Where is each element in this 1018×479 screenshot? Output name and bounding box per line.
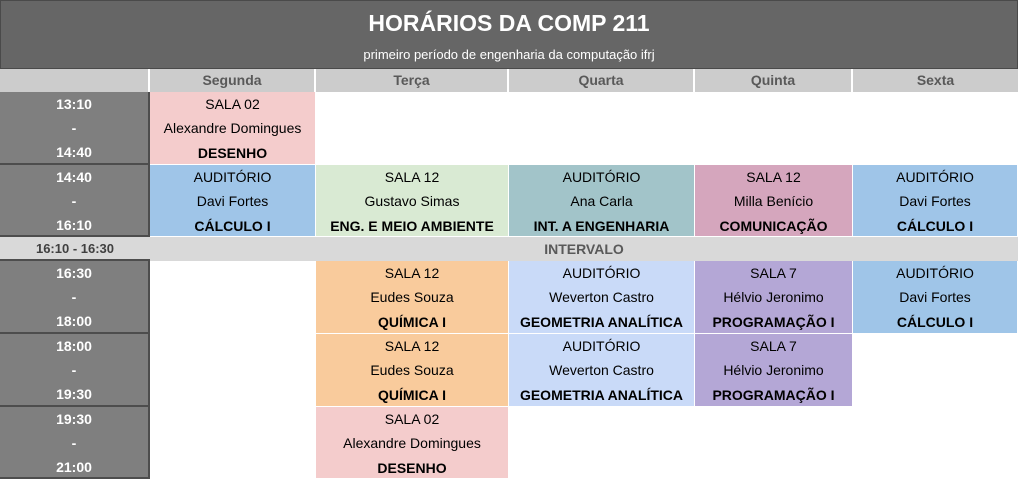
time-slot-1 xyxy=(0,92,150,165)
class-professor: Eudes Souza xyxy=(370,289,454,305)
class-professor: Hélvio Jeronimo xyxy=(723,289,824,305)
time-separator: - xyxy=(71,193,77,209)
class-room: SALA 12 xyxy=(384,265,440,281)
time-start: 16:30 xyxy=(56,265,92,281)
class-room: AUDITÓRIO xyxy=(193,169,272,185)
class-cell[interactable] xyxy=(509,261,695,334)
class-professor: Hélvio Jeronimo xyxy=(723,362,824,378)
time-slot-3 xyxy=(0,261,150,334)
time-separator: - xyxy=(71,362,77,378)
class-cell[interactable] xyxy=(150,92,316,165)
class-professor: Gustavo Simas xyxy=(364,193,460,209)
class-professor: Davi Fortes xyxy=(196,193,269,209)
class-room: SALA 7 xyxy=(750,338,797,354)
class-cell[interactable] xyxy=(150,165,316,237)
class-cell[interactable] xyxy=(509,165,695,237)
day-header-quarta: Quarta xyxy=(509,69,695,92)
class-subject: ENG. E MEIO AMBIENTE xyxy=(330,218,494,234)
class-cell[interactable] xyxy=(695,165,853,237)
class-cell[interactable] xyxy=(695,334,853,407)
page-subtitle: primeiro período de engenharia da computação ifrj xyxy=(363,47,655,62)
day-header-segunda: Segunda xyxy=(150,69,316,92)
class-subject: PROGRAMAÇÃO I xyxy=(712,314,835,330)
class-cell[interactable] xyxy=(316,334,509,407)
class-professor: Eudes Souza xyxy=(370,362,454,378)
time-end: 21:00 xyxy=(56,459,92,475)
time-slot-5 xyxy=(0,407,150,479)
class-subject: CÁLCULO I xyxy=(896,314,974,330)
time-slot-2 xyxy=(0,165,150,237)
class-room: AUDITÓRIO xyxy=(562,169,641,185)
class-professor: Davi Fortes xyxy=(899,193,971,209)
class-room: SALA 02 xyxy=(384,411,440,427)
class-cell[interactable] xyxy=(853,261,1018,334)
class-room: SALA 02 xyxy=(205,96,260,112)
day-header-terca: Terça xyxy=(316,69,509,92)
time-start: 19:30 xyxy=(56,411,92,427)
class-subject: CÁLCULO I xyxy=(896,218,974,234)
schedule-header xyxy=(0,0,1018,69)
break-time: 16:10 - 16:30 xyxy=(0,237,150,261)
class-subject: DESENHO xyxy=(377,460,447,476)
class-room: AUDITÓRIO xyxy=(562,265,641,281)
class-subject: GEOMETRIA ANALÍTICA xyxy=(519,387,684,403)
class-subject: PROGRAMAÇÃO I xyxy=(712,387,835,403)
time-start: 13:10 xyxy=(56,96,92,112)
header-corner-cell xyxy=(0,69,150,92)
day-header-sexta: Sexta xyxy=(853,69,1018,92)
time-separator: - xyxy=(71,435,77,451)
time-separator: - xyxy=(71,120,77,136)
class-cell[interactable] xyxy=(316,407,509,479)
class-professor: Alexandre Domingues xyxy=(163,120,302,136)
day-header-quinta: Quinta xyxy=(695,69,853,92)
class-professor: Milla Benício xyxy=(733,193,814,209)
class-professor: Davi Fortes xyxy=(899,289,971,305)
break-label: INTERVALO xyxy=(150,237,1018,261)
class-room: SALA 12 xyxy=(384,169,440,185)
class-subject: COMUNICAÇÃO xyxy=(719,218,828,234)
time-end: 18:00 xyxy=(56,313,92,329)
class-professor: Weverton Castro xyxy=(549,362,654,378)
class-room: SALA 12 xyxy=(746,169,801,185)
class-professor: Weverton Castro xyxy=(549,289,654,305)
time-start: 14:40 xyxy=(56,169,92,185)
time-slot-4 xyxy=(0,334,150,407)
class-subject: GEOMETRIA ANALÍTICA xyxy=(519,314,684,330)
time-end: 14:40 xyxy=(56,144,92,160)
class-professor: Ana Carla xyxy=(570,193,633,209)
class-subject: CÁLCULO I xyxy=(194,218,271,234)
class-room: SALA 12 xyxy=(384,338,440,354)
page-title: HORÁRIOS DA COMP 211 xyxy=(368,10,650,36)
class-subject: QUÍMICA I xyxy=(378,387,446,403)
class-cell[interactable] xyxy=(316,165,509,237)
class-room: AUDITÓRIO xyxy=(562,338,641,354)
class-subject: QUÍMICA I xyxy=(378,314,446,330)
time-separator: - xyxy=(71,289,77,305)
class-professor: Alexandre Domingues xyxy=(343,435,481,451)
class-subject: DESENHO xyxy=(197,145,268,161)
class-subject: INT. A ENGENHARIA xyxy=(533,218,670,234)
class-cell[interactable] xyxy=(316,261,509,334)
class-cell[interactable] xyxy=(695,261,853,334)
class-cell[interactable] xyxy=(853,165,1018,237)
time-start: 18:00 xyxy=(56,338,92,354)
class-room: AUDITÓRIO xyxy=(896,265,974,281)
class-room: SALA 7 xyxy=(750,265,797,281)
time-end: 16:10 xyxy=(56,217,92,233)
class-cell[interactable] xyxy=(509,334,695,407)
time-end: 19:30 xyxy=(56,386,92,402)
class-room: AUDITÓRIO xyxy=(896,169,974,185)
